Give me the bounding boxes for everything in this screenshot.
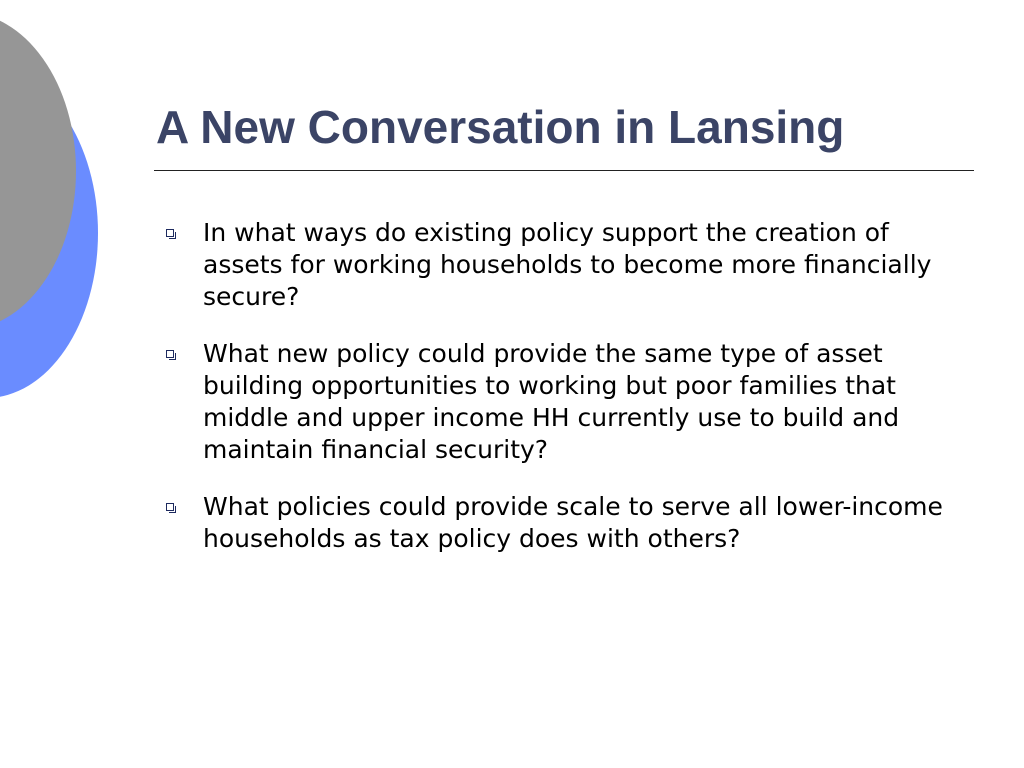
hollow-square-bullet-icon xyxy=(166,229,174,237)
hollow-square-bullet-icon xyxy=(166,503,174,511)
bullet-text: What policies could provide scale to serve all lower-income households as tax policy does with others? xyxy=(203,492,943,553)
hollow-square-bullet-icon xyxy=(166,350,174,358)
bullet-item xyxy=(160,491,960,555)
title-divider xyxy=(154,170,974,171)
bullet-text: In what ways do existing policy support the creation of assets for working households to become more financially secure? xyxy=(203,218,932,311)
bullet-text: What new policy could provide the same type of asset building opportunities to working but poor families that middle and upper income HH currently use to build and maintain financial security? xyxy=(203,339,900,464)
bullet-item xyxy=(160,217,960,313)
bullet-item xyxy=(160,338,960,466)
bullet-list xyxy=(160,217,960,580)
slide-title: A New Conversation in Lansing xyxy=(156,101,845,153)
